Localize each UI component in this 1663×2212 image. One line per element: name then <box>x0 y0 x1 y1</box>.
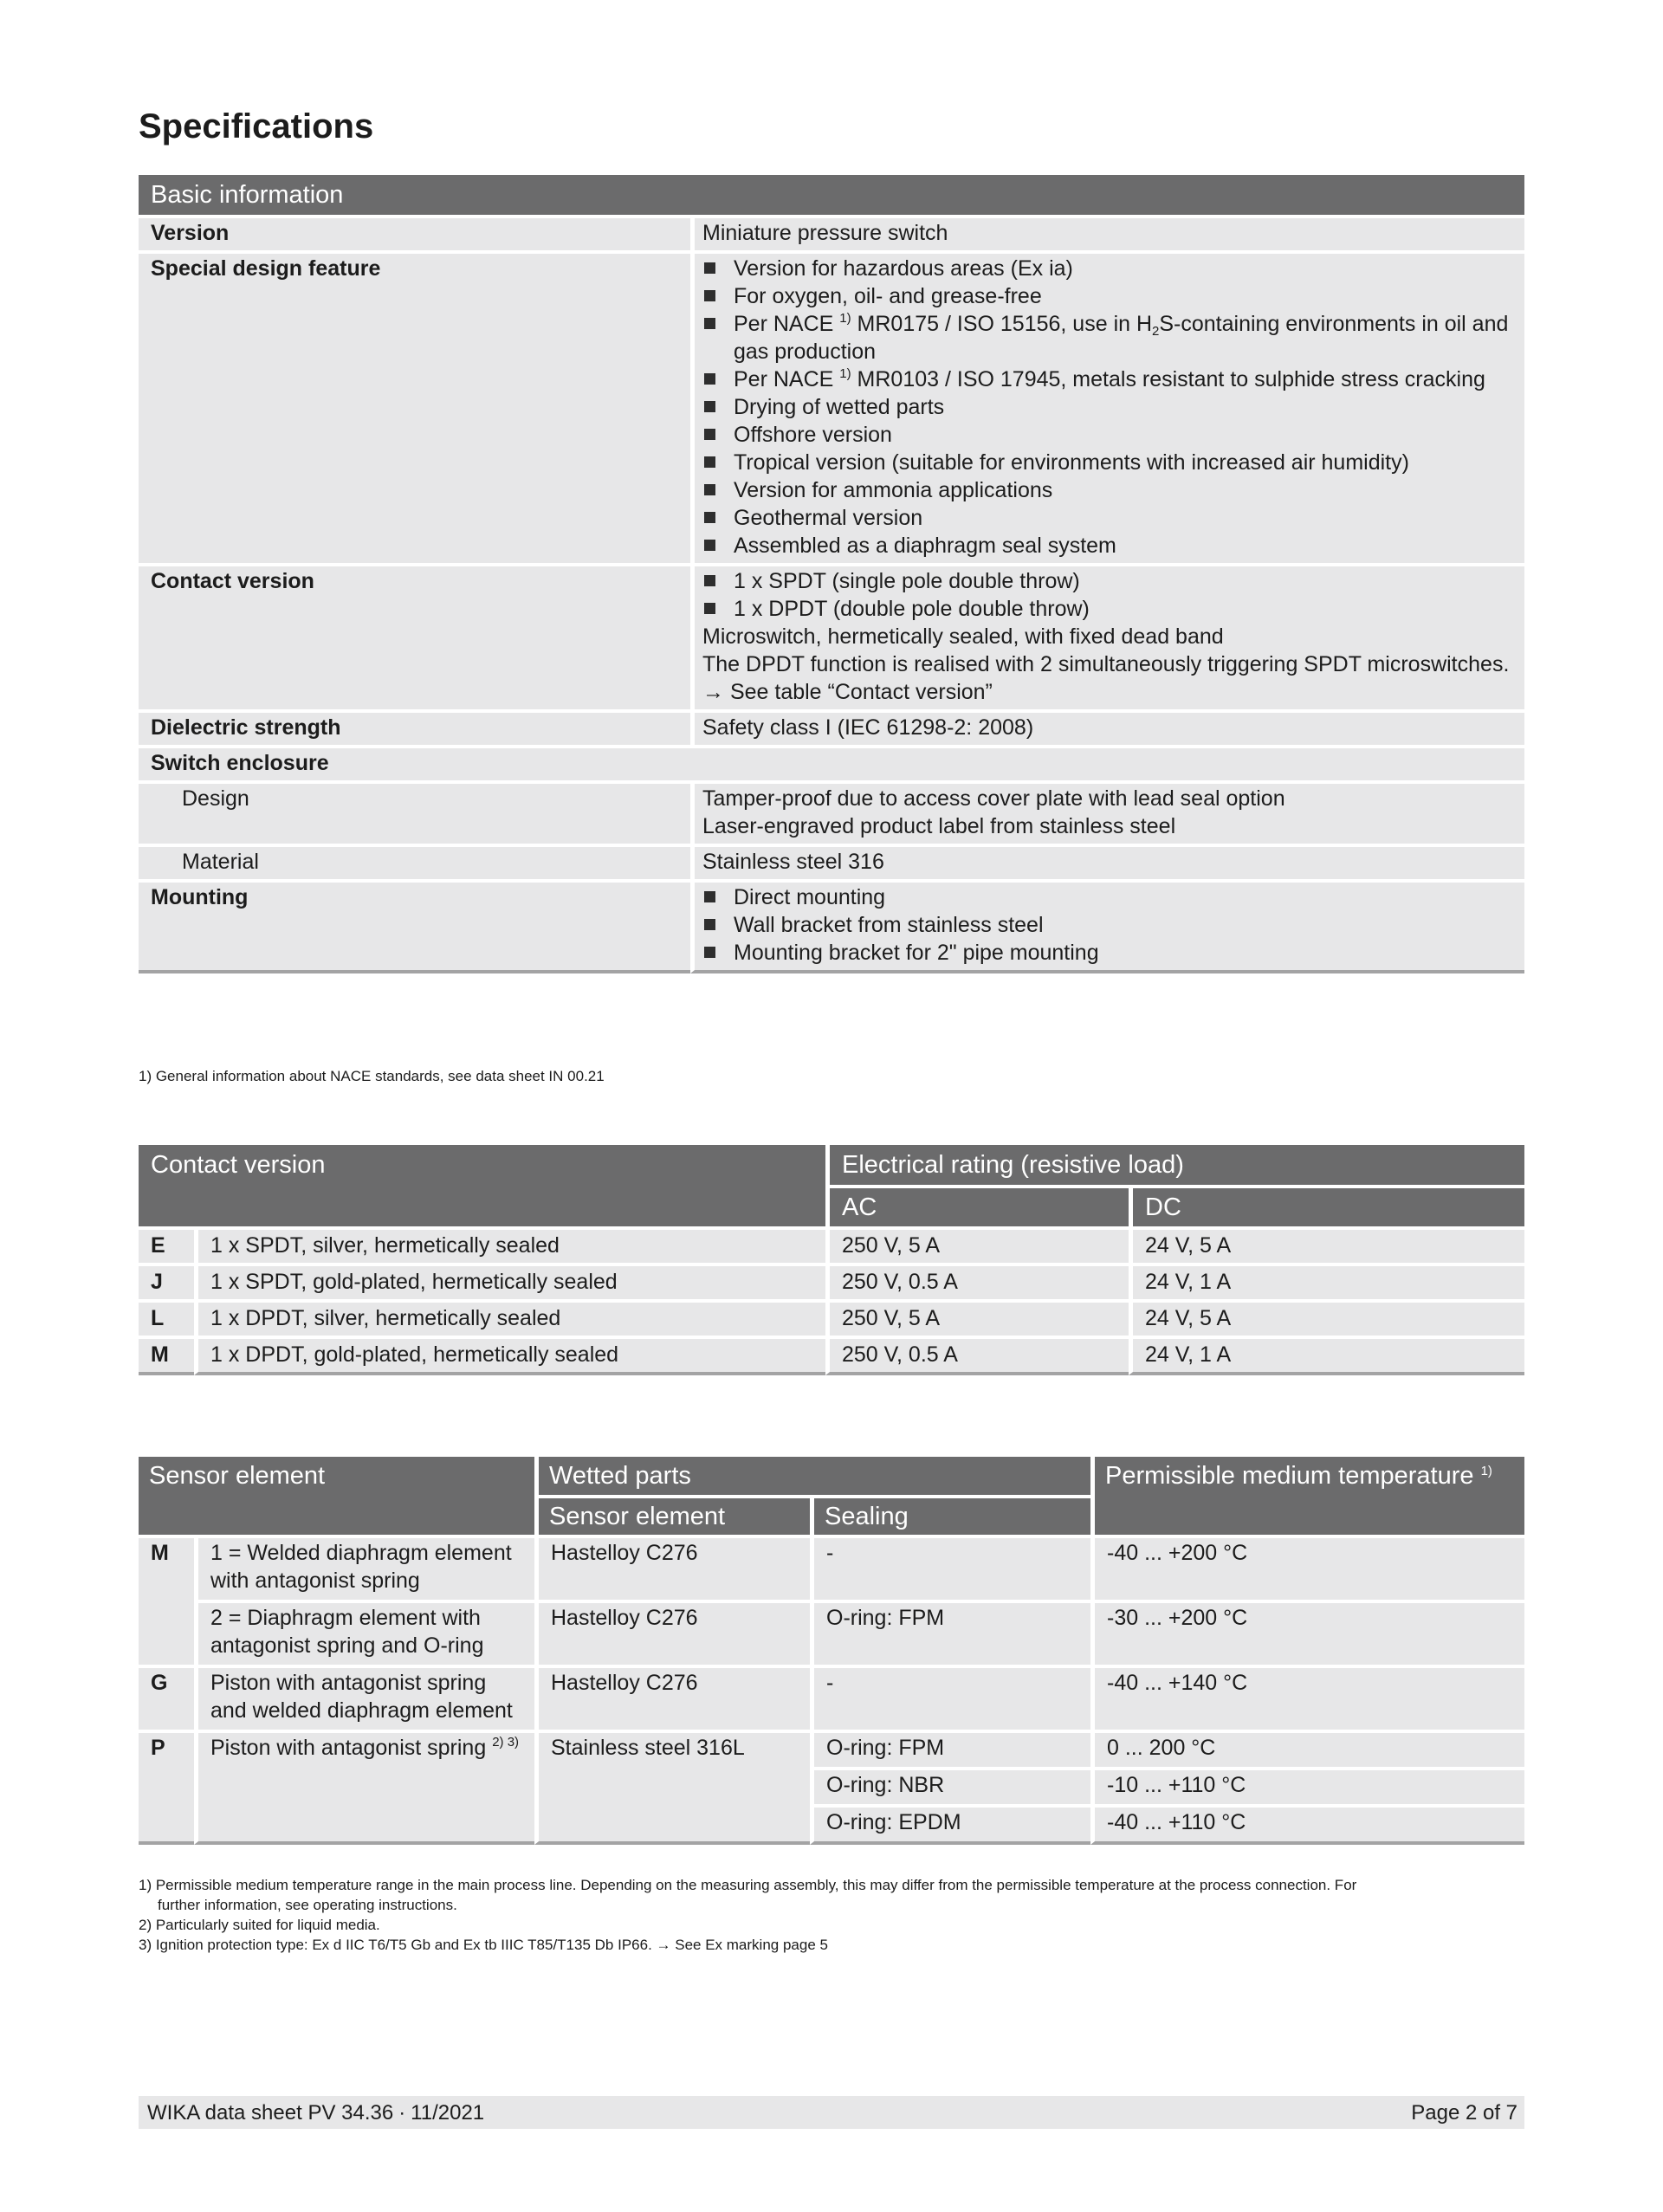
basic-information-table <box>139 175 1524 973</box>
dc-cell: 24 V, 5 A <box>1129 1226 1524 1263</box>
table-row <box>139 250 1524 563</box>
ac-cell: 250 V, 5 A <box>825 1226 1129 1263</box>
description-cell: 1 x DPDT, silver, hermetically sealed <box>194 1299 825 1336</box>
material-label: Material <box>139 844 690 879</box>
description-cell: 1 x SPDT, gold-plated, hermetically sealed <box>194 1263 825 1299</box>
temperature-cell: -40 ... +110 °C <box>1090 1804 1524 1845</box>
table-row <box>139 780 1524 844</box>
ac-cell: 250 V, 0.5 A <box>825 1263 1129 1299</box>
description-cell: 1 x SPDT, silver, hermetically sealed <box>194 1226 825 1263</box>
page-footer <box>139 2096 1524 2129</box>
table-row <box>139 879 1524 973</box>
contact-version-label: Contact version <box>139 563 690 709</box>
basic-information-header: Basic information <box>151 181 344 209</box>
design-value: Tamper-proof due to access cover plate with lead seal option <box>702 786 1285 811</box>
list-item: Tropical version (suitable for environments with increased air humidity) <box>702 449 1514 476</box>
code-cell: E <box>139 1226 194 1263</box>
list-item: Offshore version <box>702 421 1514 449</box>
footer-page-number: Page 2 of 7 <box>1411 2101 1517 2125</box>
dielectric-label: Dielectric strength <box>139 709 690 745</box>
sealing-header: Sealing <box>810 1495 1090 1535</box>
list-item: Wall bracket from stainless steel <box>702 911 1514 939</box>
table-row <box>139 1600 1524 1665</box>
code-cell: M <box>139 1535 194 1665</box>
sensor-element-header: Sensor element <box>149 1462 326 1490</box>
dielectric-value: Safety class I (IEC 61298-2: 2008) <box>690 709 1524 745</box>
temperature-cell: -40 ... +200 °C <box>1090 1535 1524 1600</box>
description-cell: Piston with antagonist spring and welded diaphragm element <box>194 1665 534 1730</box>
contact-version-table <box>139 1145 1524 1375</box>
design-value: Laser-engraved product label from stainless steel <box>702 814 1176 838</box>
sensor-material-cell: Hastelloy C276 <box>534 1665 810 1730</box>
list-item: Mounting bracket for 2" pipe mounting <box>702 939 1514 967</box>
table-row <box>139 1535 1524 1600</box>
table-row <box>139 563 1524 709</box>
material-value: Stainless steel 316 <box>690 844 1524 879</box>
code-cell: L <box>139 1299 194 1336</box>
temperature-cell: -40 ... +140 °C <box>1090 1665 1524 1730</box>
mounting-list <box>702 883 1514 967</box>
footer-datasheet-id: WIKA data sheet PV 34.36 ∙ 11/2021 <box>147 2101 485 2125</box>
version-label: Version <box>139 215 690 250</box>
wetted-parts-header: Wetted parts <box>534 1457 1090 1495</box>
sensor-material-cell: Hastelloy C276 <box>534 1600 810 1665</box>
sealing-cell: O-ring: NBR <box>810 1767 1090 1804</box>
sealing-cell: O-ring: EPDM <box>810 1804 1090 1845</box>
sealing-cell: O-ring: FPM <box>810 1600 1090 1665</box>
sealing-cell: - <box>810 1665 1090 1730</box>
contact-version-header: Contact version <box>151 1151 326 1179</box>
list-item: Per NACE $^{1)}$ MR0103 / ISO 17945, metals resistant to sulphide stress cracking <box>702 365 1514 393</box>
table-row <box>139 1263 1524 1299</box>
table-row <box>139 1226 1524 1263</box>
code-cell: P <box>139 1730 194 1845</box>
sealing-cell: - <box>810 1535 1090 1600</box>
dc-cell: 24 V, 5 A <box>1129 1299 1524 1336</box>
footnote: 3) Ignition protection type: Ex d IIC T6/T5 Gb and Ex tb IIIC T85/T135 Db IP66. → See Ex marking page 5 <box>139 1937 828 1953</box>
table-row <box>139 844 1524 879</box>
contact-version-list <box>702 567 1514 623</box>
table-row <box>139 1665 1524 1730</box>
contact-version-text: The DPDT function is realised with 2 simultaneously triggering SPDT microswitches. <box>702 652 1510 676</box>
contact-version-link: → See table “Contact version” <box>702 680 993 704</box>
wetted-sensor-header: Sensor element <box>534 1495 810 1535</box>
description-cell: Piston with antagonist spring $^{2) 3)}$ <box>194 1730 534 1845</box>
list-item: 1 x SPDT (single pole double throw) <box>702 567 1514 595</box>
contact-version-text: Microswitch, hermetically sealed, with fixed dead band <box>702 624 1224 649</box>
switch-enclosure-label: Switch enclosure <box>139 745 1524 780</box>
table-row <box>139 1336 1524 1375</box>
list-item: Assembled as a diaphragm seal system <box>702 532 1514 559</box>
code-cell: M <box>139 1336 194 1375</box>
temperature-cell: 0 ... 200 °C <box>1090 1730 1524 1767</box>
special-design-list <box>702 255 1514 559</box>
page-title: Specifications <box>139 107 374 146</box>
list-item: Direct mounting <box>702 883 1514 911</box>
list-item: Drying of wetted parts <box>702 393 1514 421</box>
temperature-cell: -30 ... +200 °C <box>1090 1600 1524 1665</box>
sensor-material-cell: Stainless steel 316L <box>534 1730 810 1845</box>
ac-cell: 250 V, 0.5 A <box>825 1336 1129 1375</box>
design-label: Design <box>139 780 690 844</box>
table-row <box>139 1299 1524 1336</box>
footnote: 2) Particularly suited for liquid media. <box>139 1917 380 1933</box>
dc-header: DC <box>1129 1185 1524 1226</box>
version-value: Miniature pressure switch <box>690 215 1524 250</box>
dc-cell: 24 V, 1 A <box>1129 1263 1524 1299</box>
dc-cell: 24 V, 1 A <box>1129 1336 1524 1375</box>
sealing-cell: O-ring: FPM <box>810 1730 1090 1767</box>
temperature-header: Permissible medium temperature $^{1)}$ <box>1090 1457 1524 1535</box>
ac-header: AC <box>825 1185 1129 1226</box>
list-item: Per NACE $^{1)}$ MR0175 / ISO 15156, use in $H_2S$-containing environments in oil and gas production <box>702 310 1514 365</box>
nace-footnote: 1) General information about NACE standards, see data sheet IN 00.21 <box>139 1068 605 1084</box>
description-cell: 1 x DPDT, gold-plated, hermetically sealed <box>194 1336 825 1375</box>
table-row <box>139 745 1524 780</box>
description-cell: 1 = Welded diaphragm element with antagonist spring <box>194 1535 534 1600</box>
ac-cell: 250 V, 5 A <box>825 1299 1129 1336</box>
table-row <box>139 215 1524 250</box>
temperature-cell: -10 ... +110 °C <box>1090 1767 1524 1804</box>
electrical-rating-header: Electrical rating (resistive load) <box>825 1145 1524 1185</box>
code-cell: J <box>139 1263 194 1299</box>
list-item: Geothermal version <box>702 504 1514 532</box>
description-cell: 2 = Diaphragm element with antagonist spring and O-ring <box>194 1600 534 1665</box>
mounting-label: Mounting <box>139 879 690 973</box>
code-cell: G <box>139 1665 194 1730</box>
list-item: For oxygen, oil- and grease-free <box>702 282 1514 310</box>
footnote: further information, see operating instructions. <box>158 1897 457 1913</box>
list-item: Version for hazardous areas (Ex ia) <box>702 255 1514 282</box>
special-design-label: Special design feature <box>139 250 690 563</box>
footnote: 1) Permissible medium temperature range in the main process line. Depending on the measuring assembly, this may differ from the permissible temperature at the process connection. For <box>139 1877 1357 1893</box>
table-row <box>139 709 1524 745</box>
list-item: 1 x DPDT (double pole double throw) <box>702 595 1514 623</box>
sensor-element-table <box>139 1457 1524 1845</box>
sensor-material-cell: Hastelloy C276 <box>534 1535 810 1600</box>
sensor-footnotes <box>139 1875 1356 1955</box>
table-row <box>139 1730 1524 1767</box>
list-item: Version for ammonia applications <box>702 476 1514 504</box>
